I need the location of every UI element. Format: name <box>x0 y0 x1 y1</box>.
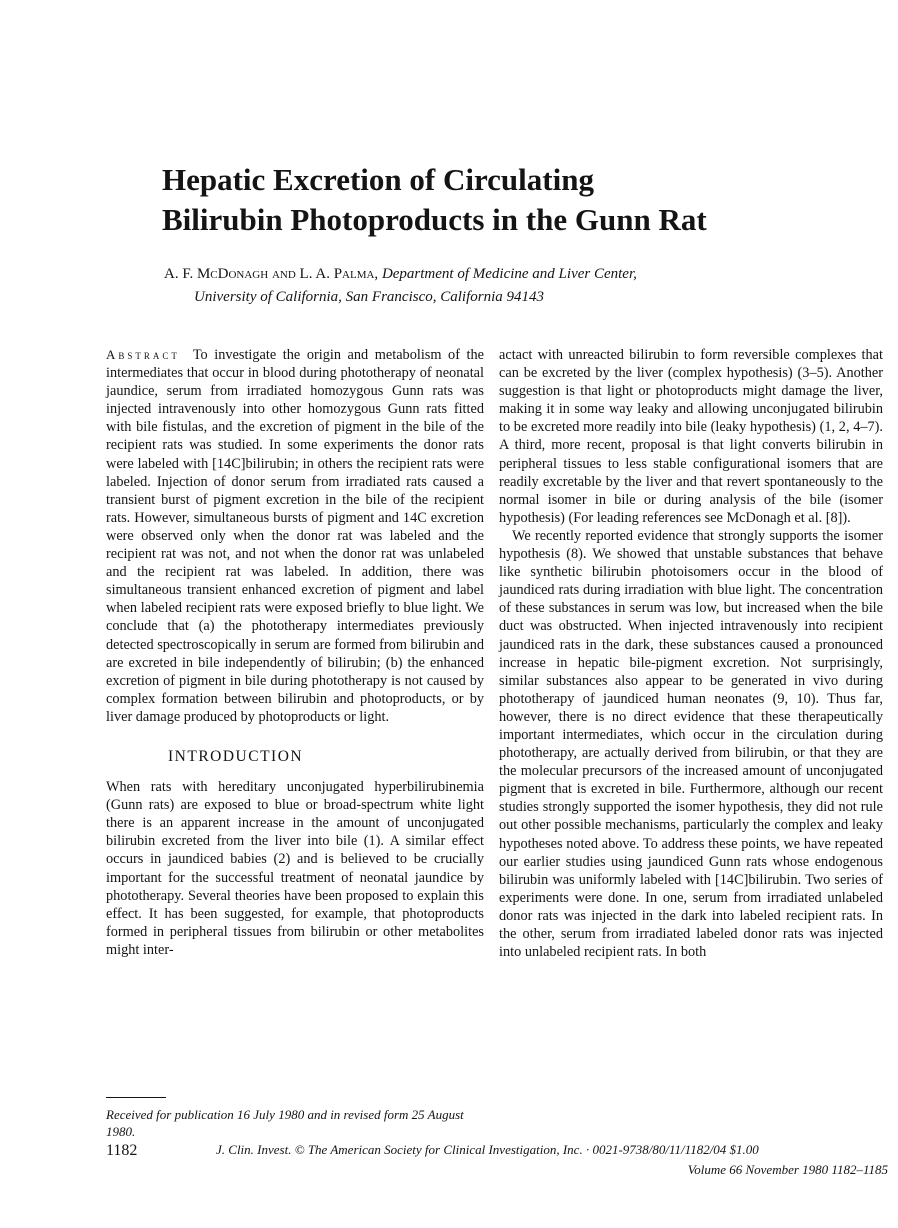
author-affiliation: University of California, San Francisco, California 94143 <box>194 289 544 305</box>
right-column <box>499 346 883 961</box>
author-names: A. F. McDonagh and L. A. Palma, <box>164 266 379 282</box>
received-footnote: Received for publication 16 July 1980 and in revised form 25 August 1980. <box>106 1107 464 1139</box>
title-line-2: Bilirubin Photoproducts in the Gunn Rat <box>162 202 707 237</box>
intro-paragraph-2: We recently reported evidence that strongly supports the isomer hypothesis (8). We showed that unstable substances that behave like synthetic bilirubin photoisomers occur in the blood of jaundiced rats during irradiation with blue light. The concentration of these substances in serum was low, but increased when the bile duct was obstructed. When injected intravenously into recipient jaundiced rats in the dark, these substances caused a pronounced increase in hepatic bile-pigment excretion. Not surprisingly, similar substances also appear to be generated in vivo during phototherapy of jaundiced human neonates (9, 10). Thus far, however, there is no direct evidence that these therapeutically important intermediates, which occur in the circulation during phototherapy, are actually derived from bilirubin, or that they are the molecular precursors of the increased amount of unconjugated pigment that is excreted in bile. Furthermore, although our recent studies strongly supported the isomer hypothesis, they did not rule out other possible mechanisms, particularly the complex and leaky hypotheses noted above. To address these points, we have repeated our earlier studies using jaundiced Gunn rats whose endogenous bilirubin was uniformly labeled with [14C]bilirubin. Two series of experiments were done. In one, serum from irradiated unlabeled donor rats was injected in the dark into labeled recipient rats. In the other, serum from irradiated labeled donor rats was injected into unlabeled recipient rats. In both <box>499 527 883 961</box>
abstract-text: To investigate the origin and metabolism of the intermediates that occur in blood during phototherapy of neonatal jaundice, serum from irradiated homozygous Gunn rats was injected intravenously into other homozygous Gunn rats fitted with bile fistulas, and the excretion of pigment in the bile of the recipient rats was studied. In some experiments the donor rats were labeled with [14C]bilirubin; in others the recipient rats were labeled. Injection of donor serum from irradiated rats caused a transient burst of pigment excretion in the bile of the recipient rats. However, simultaneous bursts of pigment and 14C excretion were observed only when the donor rat was labeled and the recipient rat was not, and not when the donor rat was unlabeled and the recipient rat was labeled. In addition, there was simultaneous transient enhanced excretion of pigment and label when labeled recipient rats were exposed briefly to blue light. We conclude that (a) the phototherapy intermediates previously detected spectroscopically in serum are formed from bilirubin and are excreted in bile independently of bilirubin; (b) the enhanced excretion of pigment in bile during phototherapy is not caused by complex formation between bilirubin and photoproducts, or by liver damage produced by photoproducts or light. <box>106 347 485 725</box>
journal-citation: J. Clin. Invest. © The American Society for Clinical Investigation, Inc. · 0021-9738/80/11/1182/04 $1.00 <box>216 1142 759 1157</box>
volume-info: Volume 66 November 1980 1182–1185 <box>687 1162 888 1177</box>
abstract-label: Abstract <box>106 347 180 362</box>
page-number: 1182 <box>106 1142 138 1159</box>
author-block <box>164 263 824 309</box>
footnote-divider <box>106 1097 166 1098</box>
article-title <box>162 160 802 240</box>
section-heading-introduction: INTRODUCTION <box>168 747 304 765</box>
abstract <box>106 346 484 726</box>
author-department: Department of Medicine and Liver Center, <box>381 266 637 282</box>
intro-paragraph-1: When rats with hereditary unconjugated hyperbilirubinemia (Gunn rats) are exposed to blue or broad-spectrum white light there is an apparent increase in the amount of unconjugated bilirubin excreted from the liver into bile (1). A similar effect occurs in jaundiced babies (2) and is believed to be crucially important for the successful treatment of neonatal jaundice by phototherapy. Several theories have been proposed to explain this effect. It has been suggested, for example, that photoproducts formed in peripheral tissues from bilirubin or other metabolites might inter- <box>106 779 484 958</box>
intro-paragraph-1-continued: actact with unreacted bilirubin to form reversible complexes that can be excreted by the liver (complex hypothesis) (3–5). Another suggestion is that light or photoproducts might damage the liver, making it in some way leaky and allowing unconjugated bilirubin to be excreted more readily into bile (leaky hypothesis) (1, 2, 4–7). A third, more recent, proposal is that light converts bilirubin in peripheral tissues to less stable configurational isomers that are readily excretable by the liver and that revert spontaneously to the normal isomer in bile or during analysis of the bile (isomer hypothesis) (For leading references see McDonagh et al. [8]). <box>499 347 883 526</box>
left-column <box>106 346 484 959</box>
title-line-1: Hepatic Excretion of Circulating <box>162 162 594 197</box>
